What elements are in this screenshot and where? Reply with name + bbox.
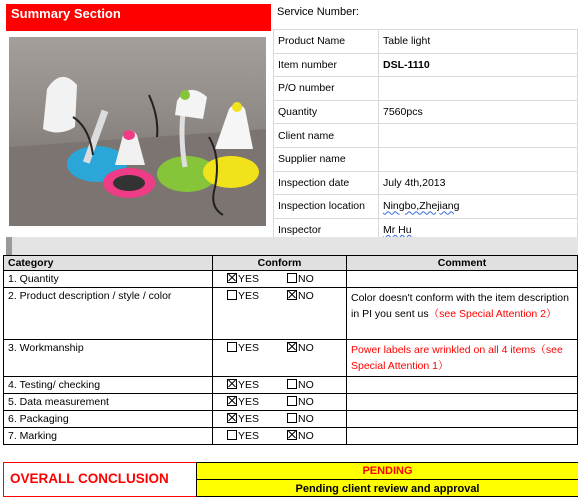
table-row xyxy=(4,394,578,411)
info-label: P/O number xyxy=(274,77,379,101)
yes-checkbox[interactable] xyxy=(227,342,237,352)
overall-status-note: Pending client review and approval xyxy=(196,479,578,497)
info-value: Table light xyxy=(379,30,578,54)
comment-cell xyxy=(347,271,578,288)
info-label: Inspector xyxy=(274,218,379,242)
yes-option[interactable] xyxy=(213,271,284,288)
yes-checkbox[interactable] xyxy=(227,273,237,283)
yes-checkbox[interactable] xyxy=(227,379,237,389)
comment-note: （see Special Attention 2） xyxy=(428,308,557,320)
no-checkbox[interactable] xyxy=(287,342,297,352)
info-value: Ningbo,Zhejiang xyxy=(379,195,578,219)
comment-cell xyxy=(347,288,578,340)
no-label: NO xyxy=(298,396,314,408)
info-row xyxy=(274,30,578,54)
info-value: July 4th,2013 xyxy=(379,171,578,195)
yes-option[interactable] xyxy=(213,377,284,394)
no-label: NO xyxy=(298,290,314,302)
no-checkbox[interactable] xyxy=(287,290,297,300)
no-option[interactable] xyxy=(283,394,347,411)
summary-section-title: Summary Section xyxy=(6,4,271,31)
yes-checkbox[interactable] xyxy=(227,396,237,406)
no-option[interactable] xyxy=(283,340,347,377)
yes-checkbox[interactable] xyxy=(227,290,237,300)
no-option[interactable] xyxy=(283,411,347,428)
info-value: Mr Hu xyxy=(379,218,578,242)
table-row xyxy=(4,340,578,377)
no-label: NO xyxy=(298,379,314,391)
yes-label: YES xyxy=(238,413,260,425)
info-value xyxy=(379,124,578,148)
table-row xyxy=(4,377,578,394)
info-row xyxy=(274,171,578,195)
category-cell: 1. Quantity xyxy=(4,271,213,288)
info-row xyxy=(274,147,578,171)
no-checkbox[interactable] xyxy=(287,379,297,389)
no-label: NO xyxy=(298,273,314,285)
info-value: 7560pcs xyxy=(379,100,578,124)
conform-header: Conform xyxy=(213,256,347,271)
no-label: NO xyxy=(298,413,314,425)
yes-option[interactable] xyxy=(213,288,284,340)
comment-header: Comment xyxy=(347,256,578,271)
yes-option[interactable] xyxy=(213,411,284,428)
table-row xyxy=(4,428,578,445)
table-row xyxy=(4,271,578,288)
yes-label: YES xyxy=(238,430,260,442)
yes-checkbox[interactable] xyxy=(227,430,237,440)
comment-cell xyxy=(347,428,578,445)
table-row xyxy=(4,411,578,428)
no-option[interactable] xyxy=(283,288,347,340)
yes-label: YES xyxy=(238,342,260,354)
info-row xyxy=(274,124,578,148)
yes-option[interactable] xyxy=(213,340,284,377)
category-cell: 5. Data measurement xyxy=(4,394,213,411)
info-label: Item number xyxy=(274,53,379,77)
comment-cell xyxy=(347,340,578,377)
no-checkbox[interactable] xyxy=(287,273,297,283)
no-label: NO xyxy=(298,342,314,354)
info-row xyxy=(274,77,578,101)
comment-cell xyxy=(347,377,578,394)
comment-text: Color doesn't conform with the item description in PI you sent us xyxy=(351,292,569,320)
yes-label: YES xyxy=(238,396,260,408)
category-cell: 4. Testing/ checking xyxy=(4,377,213,394)
info-row xyxy=(274,53,578,77)
product-photo xyxy=(9,37,266,226)
category-cell: 7. Marking xyxy=(4,428,213,445)
category-cell: 6. Packaging xyxy=(4,411,213,428)
info-label: Supplier name xyxy=(274,147,379,171)
no-option[interactable] xyxy=(283,271,347,288)
category-header: Category xyxy=(4,256,213,271)
no-checkbox[interactable] xyxy=(287,430,297,440)
overall-conclusion-label: OVERALL CONCLUSION xyxy=(3,462,197,497)
table-row xyxy=(4,288,578,340)
info-value: DSL-1110 xyxy=(379,53,578,77)
info-label: Inspection date xyxy=(274,171,379,195)
comment-note: Power labels are wrinkled on all 4 items（see Special Attention 1） xyxy=(351,344,563,372)
comment-cell xyxy=(347,411,578,428)
info-row xyxy=(274,195,578,219)
no-option[interactable] xyxy=(283,428,347,445)
section-separator xyxy=(6,237,578,255)
category-cell: 2. Product description / style / color xyxy=(4,288,213,340)
yes-label: YES xyxy=(238,290,260,302)
category-cell: 3. Workmanship xyxy=(4,340,213,377)
yes-checkbox[interactable] xyxy=(227,413,237,423)
no-checkbox[interactable] xyxy=(287,413,297,423)
no-option[interactable] xyxy=(283,377,347,394)
info-label: Quantity xyxy=(274,100,379,124)
no-label: NO xyxy=(298,430,314,442)
yes-option[interactable] xyxy=(213,394,284,411)
info-row xyxy=(274,100,578,124)
product-info-table xyxy=(273,29,578,242)
yes-label: YES xyxy=(238,273,260,285)
inspection-results-table xyxy=(3,255,578,445)
no-checkbox[interactable] xyxy=(287,396,297,406)
comment-cell xyxy=(347,394,578,411)
info-value xyxy=(379,77,578,101)
overall-status: PENDING xyxy=(196,462,578,479)
service-number-label: Service Number: xyxy=(277,6,359,18)
info-label: Client name xyxy=(274,124,379,148)
info-label: Inspection location xyxy=(274,195,379,219)
table-lamps-photo-icon xyxy=(9,37,266,226)
yes-option[interactable] xyxy=(213,428,284,445)
info-label: Product Name xyxy=(274,30,379,54)
info-value xyxy=(379,147,578,171)
yes-label: YES xyxy=(238,379,260,391)
